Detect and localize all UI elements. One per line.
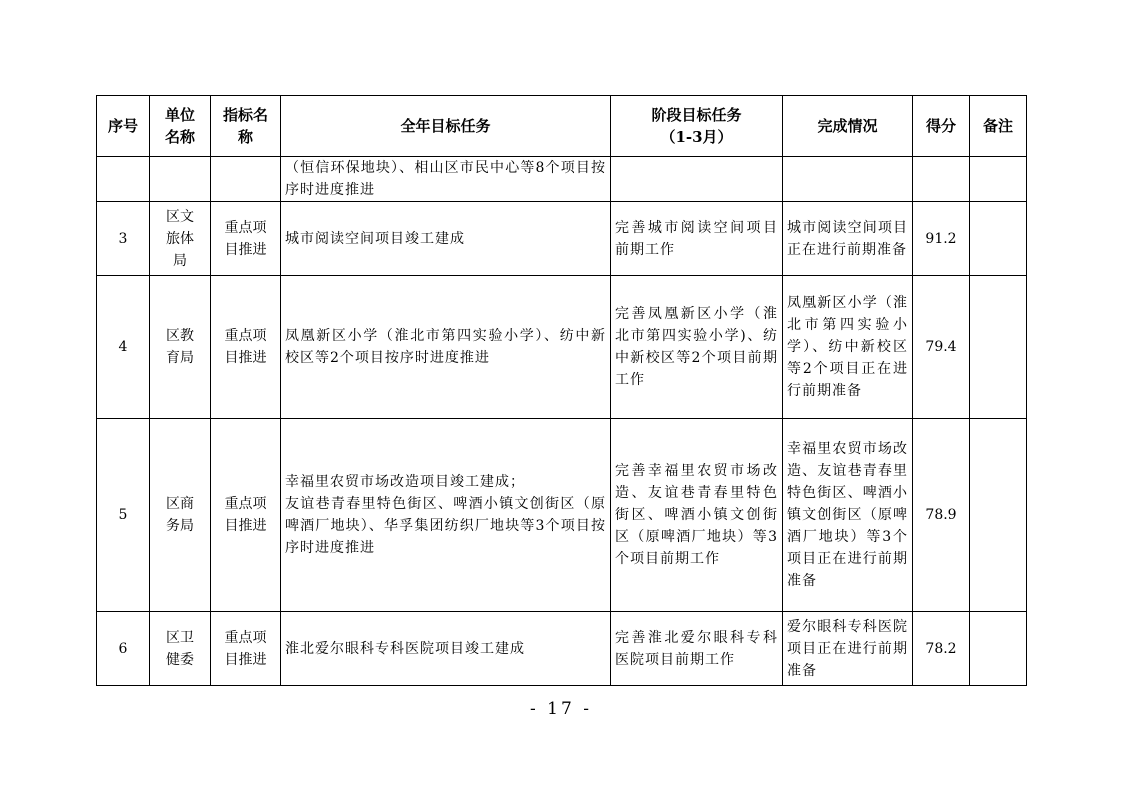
cell-seq: 5 — [97, 419, 150, 612]
cell-indicator: 重点项 目推进 — [211, 419, 281, 612]
page-number: - 17 - — [530, 699, 592, 719]
cell-remark — [970, 157, 1027, 202]
cell-score: 78.9 — [913, 419, 970, 612]
header-score: 得分 — [913, 96, 970, 157]
cell-annual-task: 淮北爱尔眼科专科医院项目竣工建成 — [281, 612, 611, 686]
cell-indicator: 重点项 目推进 — [211, 276, 281, 419]
cell-unit: 区卫 健委 — [150, 612, 211, 686]
header-stage-task: 阶段目标任务 （1-3月） — [611, 96, 783, 157]
cell-status: 凤凰新区小学（淮北市第四实验小学）、纺中新校区等2个项目正在进行前期准备 — [783, 276, 913, 419]
cell-indicator: 重点项 目推进 — [211, 202, 281, 276]
cell-score: 78.2 — [913, 612, 970, 686]
cell-annual-task: 幸福里农贸市场改造项目竣工建成； 友谊巷青春里特色街区、啤酒小镇文创街区（原啤酒厂地块）、华孚集团纺织厂地块等3个项目按序时进度推进 — [281, 419, 611, 612]
header-seq: 序号 — [97, 96, 150, 157]
cell-status — [783, 157, 913, 202]
cell-stage-task: 完善幸福里农贸市场改造、友谊巷青春里特色街区、啤酒小镇文创街区（原啤酒厂地块）等3个项目前期工作 — [611, 419, 783, 612]
cell-annual-task: 凤凰新区小学（淮北市第四实验小学）、纺中新校区等2个项目按序时进度推进 — [281, 276, 611, 419]
cell-annual-task: （恒信环保地块）、相山区市民中心等8个项目按序时进度推进 — [281, 157, 611, 202]
cell-stage-task: 完善城市阅读空间项目前期工作 — [611, 202, 783, 276]
cell-seq: 4 — [97, 276, 150, 419]
header-row — [97, 96, 1027, 157]
cell-remark — [970, 202, 1027, 276]
cell-annual-task: 城市阅读空间项目竣工建成 — [281, 202, 611, 276]
table-row — [97, 612, 1027, 686]
table-row — [97, 276, 1027, 419]
table-row — [97, 202, 1027, 276]
cell-status: 幸福里农贸市场改造、友谊巷青春里特色街区、啤酒小镇文创街区（原啤酒厂地块）等3个项目正在进行前期准备 — [783, 419, 913, 612]
header-status: 完成情况 — [783, 96, 913, 157]
table-row — [97, 157, 1027, 202]
cell-unit: 区教 育局 — [150, 276, 211, 419]
cell-seq: 6 — [97, 612, 150, 686]
table-row — [97, 419, 1027, 612]
cell-remark — [970, 276, 1027, 419]
cell-score — [913, 157, 970, 202]
header-indicator: 指标名 称 — [211, 96, 281, 157]
cell-seq: 3 — [97, 202, 150, 276]
cell-remark — [970, 612, 1027, 686]
cell-unit — [150, 157, 211, 202]
header-remark: 备注 — [970, 96, 1027, 157]
header-annual-task: 全年目标任务 — [281, 96, 611, 157]
cell-indicator: 重点项 目推进 — [211, 612, 281, 686]
cell-unit: 区商 务局 — [150, 419, 211, 612]
cell-remark — [970, 419, 1027, 612]
cell-unit: 区文 旅体 局 — [150, 202, 211, 276]
cell-score: 79.4 — [913, 276, 970, 419]
cell-status: 爱尔眼科专科医院项目正在进行前期准备 — [783, 612, 913, 686]
task-score-table — [96, 95, 1027, 686]
cell-stage-task: 完善凤凰新区小学（淮北市第四实验小学)、纺中新校区等2个项目前期工作 — [611, 276, 783, 419]
cell-status: 城市阅读空间项目正在进行前期准备 — [783, 202, 913, 276]
cell-seq — [97, 157, 150, 202]
cell-stage-task: 完善淮北爱尔眼科专科医院项目前期工作 — [611, 612, 783, 686]
cell-score: 91.2 — [913, 202, 970, 276]
cell-stage-task — [611, 157, 783, 202]
header-unit: 单位 名称 — [150, 96, 211, 157]
cell-indicator — [211, 157, 281, 202]
